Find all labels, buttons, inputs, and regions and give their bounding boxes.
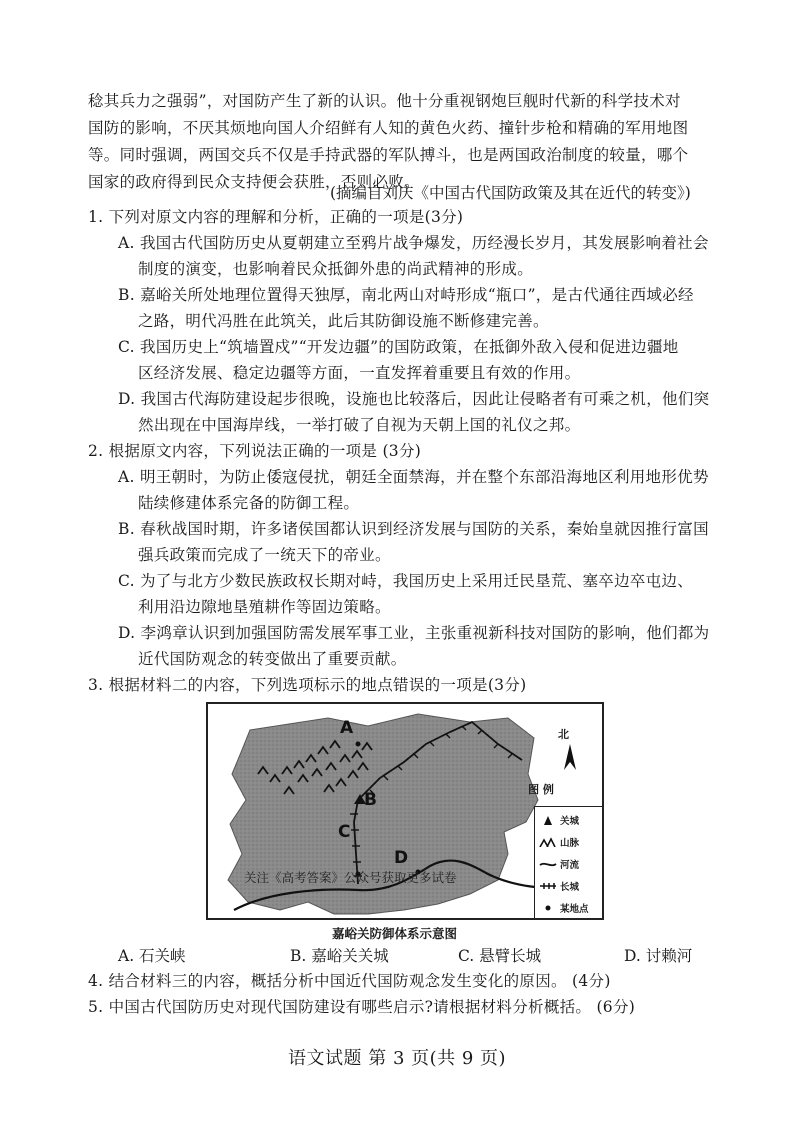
map-caption: 嘉峪关防御体系示意图 [332, 926, 458, 941]
question-3-stem: 3. 根据材料二的内容，下列选项标示的地点错误的一项是(3分) [88, 676, 527, 694]
map-watermark: 关注《高考答案》公众号获取更多试卷 [244, 870, 457, 885]
map-label-b: B [364, 790, 377, 810]
legend-item-mountain [539, 835, 579, 849]
q1-option-b: B. 嘉峪关所处地理位置得天独厚，南北两山对峙形成“瓶口”，是古代通往西域必经 [118, 286, 694, 304]
legend-label: 山脉 [560, 838, 580, 849]
legend-item-wall [539, 879, 579, 893]
source-citation: (摘编自刘庆《中国古代国防政策及其在近代的转变》) [330, 184, 691, 202]
question-1-stem: 1. 下列对原文内容的理解和分析，正确的一项是(3分) [88, 208, 464, 226]
legend-label: 长城 [560, 882, 580, 893]
legend-item-river [539, 857, 579, 871]
question-4: 4. 结合材料三的内容，概括分析中国近代国防观念发生变化的原因。 (4分) [88, 972, 611, 990]
q1-option-d: D. 我国古代海防建设起步很晚，设施也比较落后，因此让侵略者有可乘之机，他们突 [118, 390, 710, 408]
q2-option-b: B. 春秋战国时期，许多诸侯国都认识到经济发展与国防的关系，秦始皇就因推行富国 [118, 520, 709, 538]
map-legend [528, 783, 604, 920]
q2-option-c: C. 为了与北方少数民族政权长期对峙，我国历史上采用迁民垦荒、塞卒边卒屯边、 [118, 572, 694, 590]
q1-option-c: C. 我国历史上“筑墙置戍”“开发边疆”的国防政策，在抵御外敌入侵和促进边疆地 [118, 338, 679, 356]
q2-option-b-cont: 强兵政策而完成了一统天下的帝业。 [138, 546, 391, 564]
legend-title: 图 例 [528, 783, 554, 796]
map-label-d: D [394, 848, 409, 868]
q1-option-a: A. 我国古代国防历史从夏朝建立至鸦片战争爆发，历经漫长岁月，其发展影响着社会 [118, 234, 709, 252]
intro-line: 稔其兵力之强弱”，对国防产生了新的认识。他十分重视钢炮巨舰时代新的科学技术对 [88, 92, 681, 110]
page-footer: 语文试题 第 3 页(共 9 页) [288, 1048, 507, 1069]
q2-option-a-cont: 陆续修建体系完备的防御工程。 [138, 494, 360, 512]
q2-option-a: A. 明王朝时，为防止倭寇侵扰，朝廷全面禁海，并在整个东部沿海地区利用地形优势 [118, 468, 709, 486]
north-arrow [564, 744, 576, 770]
q2-option-d: D. 李鸿章认识到加强国防需发展军事工业，主张重视新科技对国防的影响，他们都为 [118, 624, 710, 642]
wall-legend-icon [539, 881, 557, 891]
q3-choice-c: C. 悬臂长城 [458, 947, 542, 965]
q3-choice-a: A. 石关峡 [118, 947, 186, 965]
legend-item-pass [539, 813, 579, 827]
q1-option-b-cont: 之路，明代冯胜在此筑关，此后其防御设施不断修建完善。 [138, 312, 549, 330]
jiayuguan-map [206, 702, 604, 920]
place-legend-icon [539, 903, 557, 913]
mountain-legend-icon [539, 837, 557, 847]
intro-line: 等。同时强调，两国交兵不仅是手持武器的军队搏斗，也是两国政治制度的较量，哪个 [88, 146, 689, 164]
intro-paragraph [88, 88, 728, 196]
map-label-c: C [338, 822, 351, 842]
river-legend-icon [539, 859, 557, 869]
pass-legend-icon [539, 815, 557, 825]
question-5: 5. 中国古代国防历史对现代国防建设有哪些启示?请根据材料分析概括。 (6分) [88, 998, 636, 1016]
q2-option-c-cont: 利用沿边隙地垦殖耕作等固边策略。 [138, 598, 391, 616]
q1-option-c-cont: 区经济发展、稳定边疆等方面，一直发挥着重要且有效的作用。 [138, 364, 581, 382]
intro-line: 国家的政府得到民众支持便会获胜，否则必败。 [88, 173, 420, 191]
map-label-a: A [340, 718, 354, 738]
north-label: 北 [558, 728, 569, 741]
q2-option-d-cont: 近代国防观念的转变做出了重要贡献。 [138, 650, 407, 668]
q3-choice-d: D. 讨赖河 [624, 947, 693, 965]
q3-choice-b: B. 嘉峪关关城 [290, 947, 389, 965]
legend-label: 关城 [560, 816, 580, 827]
q1-option-d-cont: 然出现在中国海岸线，一举打破了自视为天朝上国的礼仪之邦。 [138, 416, 581, 434]
intro-line: 国防的影响，不厌其烦地向国人介绍鲜有人知的黄色火药、撞针步枪和精确的军用地图 [88, 119, 689, 137]
legend-label: 河流 [560, 860, 580, 871]
question-2-stem: 2. 根据原文内容，下列说法正确的一项是 (3分) [88, 442, 422, 460]
legend-item-place [539, 901, 589, 915]
location-dot-a [356, 742, 361, 747]
q1-option-a-cont: 制度的演变，也影响着民众抵御外患的尚武精神的形成。 [138, 260, 534, 278]
legend-label: 某地点 [560, 904, 589, 915]
